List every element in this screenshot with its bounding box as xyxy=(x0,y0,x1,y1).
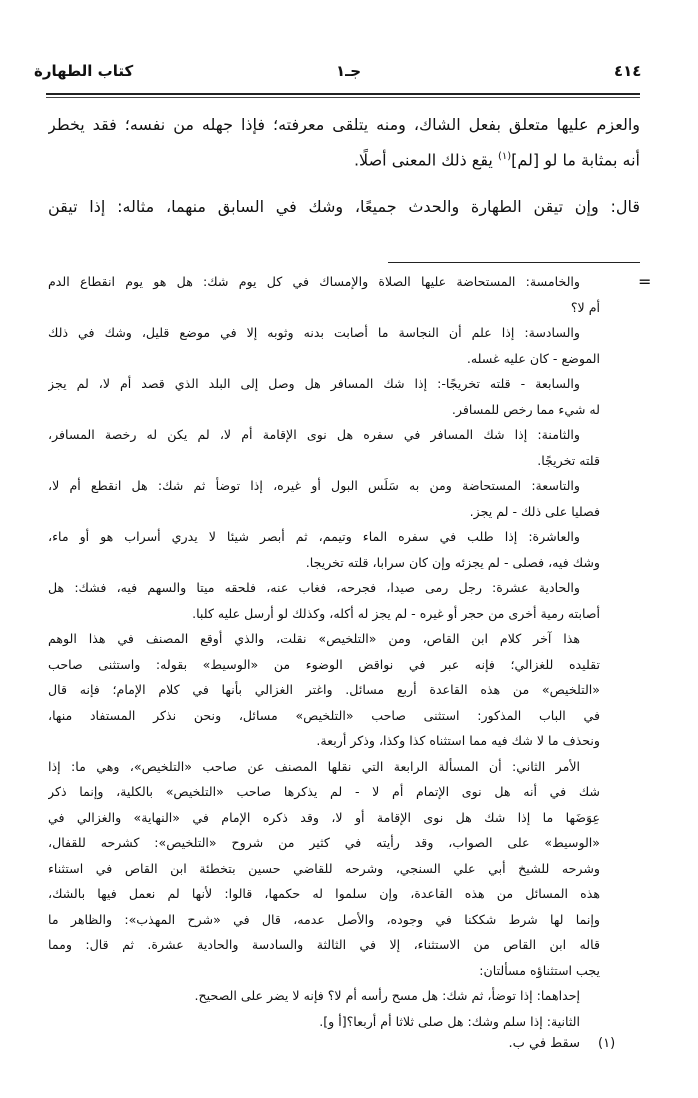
page-number: ٤١٤ xyxy=(614,62,642,80)
footnote-line: «التلخيص» من هذه القاعدة أربع مسائل. واغتر الغزالي بأنها في كلام الإمام؛ فإنه قال xyxy=(48,682,600,697)
footnote-line: هذا آخر كلام ابن القاص، ومن «التلخيص» نقلت، والذي أوقع المصنف في هذا الوهم xyxy=(48,631,580,646)
header-rule xyxy=(46,93,640,95)
footnote-line: إحداهما: إذا توضأ، ثم شك: هل مسح رأسه أم لا؟ فإنه لا يضر على الصحيح. xyxy=(194,988,580,1003)
footnote-number: (١) xyxy=(598,1036,616,1051)
footnote-line: «الوسيط» على الصواب، وقد رأيته في كثير من شروح «التلخيص»: كشرحه للقفال، xyxy=(48,835,600,850)
footnote-line: أصابته رمية أخرى من حجر أو غيره - لم يجز له أكله، وكذلك لو أرسل عليه كلبا. xyxy=(192,605,600,621)
main-line xyxy=(48,144,640,170)
footnote-line: قلته تخريجًا. xyxy=(537,452,600,468)
footnote-line: والخامسة: المستحاضة عليها الصلاة والإمساك في كل يوم شك: هل هو يوم انقطاع الدم xyxy=(48,274,580,289)
footnote-line: والعاشرة: إذا طلب في سفره الماء وتيمم، ثم أبصر شيئا لا يدري أسراب هو أو ماء، xyxy=(48,529,580,544)
header-rule-thin xyxy=(46,97,640,98)
footnote-line: وشك فيه، فصلى - لم يجزئه وإن كان سرابا، قلته تخريجا. xyxy=(305,554,600,570)
footnote-ref[interactable]: (١) xyxy=(497,151,512,162)
footnote-line: أم لا؟ xyxy=(570,299,600,315)
main-text-span: يقع ذلك المعنى أصلًا. xyxy=(353,150,498,170)
main-line: قال: وإن تيقن الطهارة والحدث جميعًا، وشك في السابق منهما، مثاله: إذا تيقن xyxy=(48,197,640,216)
continuation-mark: = xyxy=(638,272,652,291)
footnote-line: والتاسعة: المستحاضة ومن به سَلَس البول أو غيره، إذا توضأ ثم شك: هل انقطع أم لا، xyxy=(48,478,580,493)
footnote-separator xyxy=(388,262,640,263)
footnote-text: سقط في ب. xyxy=(508,1036,580,1051)
footnote-line: قاله ابن القاص من الاستثناء، إلا في الثالثة والسادسة والحادية عشرة. ثم قال: ومما xyxy=(48,937,600,952)
footnote-line: هذه المسائل من هذه القاعدة، وإن سلموا له حكمها، قالوا: لأنها لم نعمل فيها بالشك، xyxy=(48,886,600,901)
footnote-line: والسادسة: إذا علم أن النجاسة ما أصابت بدنه وثوبه إلا في موضع قليل، وشك في ذلك xyxy=(48,325,580,340)
footnote-line: الأمر الثاني: أن المسألة الرابعة التي نقلها المصنف عن صاحب «التلخيص»، وهي ما: إذا xyxy=(48,758,580,774)
footnote-line: في الباب المذكور: استثنى صاحب «التلخيص» مسائل، ونحن نذكر المستفاد منها، xyxy=(48,707,600,723)
footnote-line: الموضع - كان عليه غسله. xyxy=(466,350,600,366)
footnote-line: والثامنة: إذا شك المسافر في سفره هل نوى الإقامة أم لا، لم يكن له رخصة المسافر، xyxy=(48,427,580,442)
footnote-line: وإنما لها شرط شككنا في وجوده، والأصل عدمه، قال في «شرح المهذب»: والظاهر ما xyxy=(48,911,600,927)
footnote-line: عِوَضَها ما إذا شك هل نوى الإقامة أو لا، وقد ذكره الإمام في «النهاية» والغزالي في xyxy=(48,809,600,825)
volume-label: جـ١ xyxy=(336,62,362,80)
footnote-line: وشرحه للشيخ أبي علي السنجي، وشرحه للقاضي حسين بتخطئة ابن القاص في استثناء xyxy=(48,860,600,876)
footnote-line: له شيء مما رخص للمسافر. xyxy=(451,401,600,417)
footnote-line: ونحذف ما لا شك فيه مما استثناه كذا وكذا، وذكر أربعة. xyxy=(316,733,600,748)
footnote-line: يجب استثناؤه مسألتان: xyxy=(479,962,600,978)
footnote-line: والحادية عشرة: رجل رمى صيدا، فجرحه، فغاب عنه، فلحقه ميتا والسهم فيه، فشك: هل xyxy=(48,580,580,595)
footnote-line: فصليا على ذلك - لم يجز. xyxy=(469,503,600,519)
main-line: والعزم عليها متعلق بفعل الشاك، ومنه يتلقى معرفته؛ فإذا جهله من نفسه؛ فقد يخطر xyxy=(48,115,640,134)
footnote-line: الثانية: إذا سلم وشك: هل صلى ثلاثا أم أربعا؟[أ و]. xyxy=(319,1013,580,1029)
footnote-line: والسابعة - قلته تخريجًا-: إذا شك المسافر هل وصل إلى البلد الذي قصد أم لا، لم يجز xyxy=(48,376,580,391)
footnote-line: شك في أنه هل نوى الإتمام أم لا - لم يذكرها صاحب «التلخيص» بالكلية، وإنما ذكر xyxy=(48,784,600,799)
footnote-line: تقليده للغزالي؛ فإنه عبر في نواقض الوضوء من «الوسيط» بقوله: واستثنى صاحب xyxy=(48,656,600,672)
book-title: كتاب الطهارة xyxy=(34,62,134,80)
main-text-span: أنه بمثابة ما لو [لم] xyxy=(511,150,640,170)
